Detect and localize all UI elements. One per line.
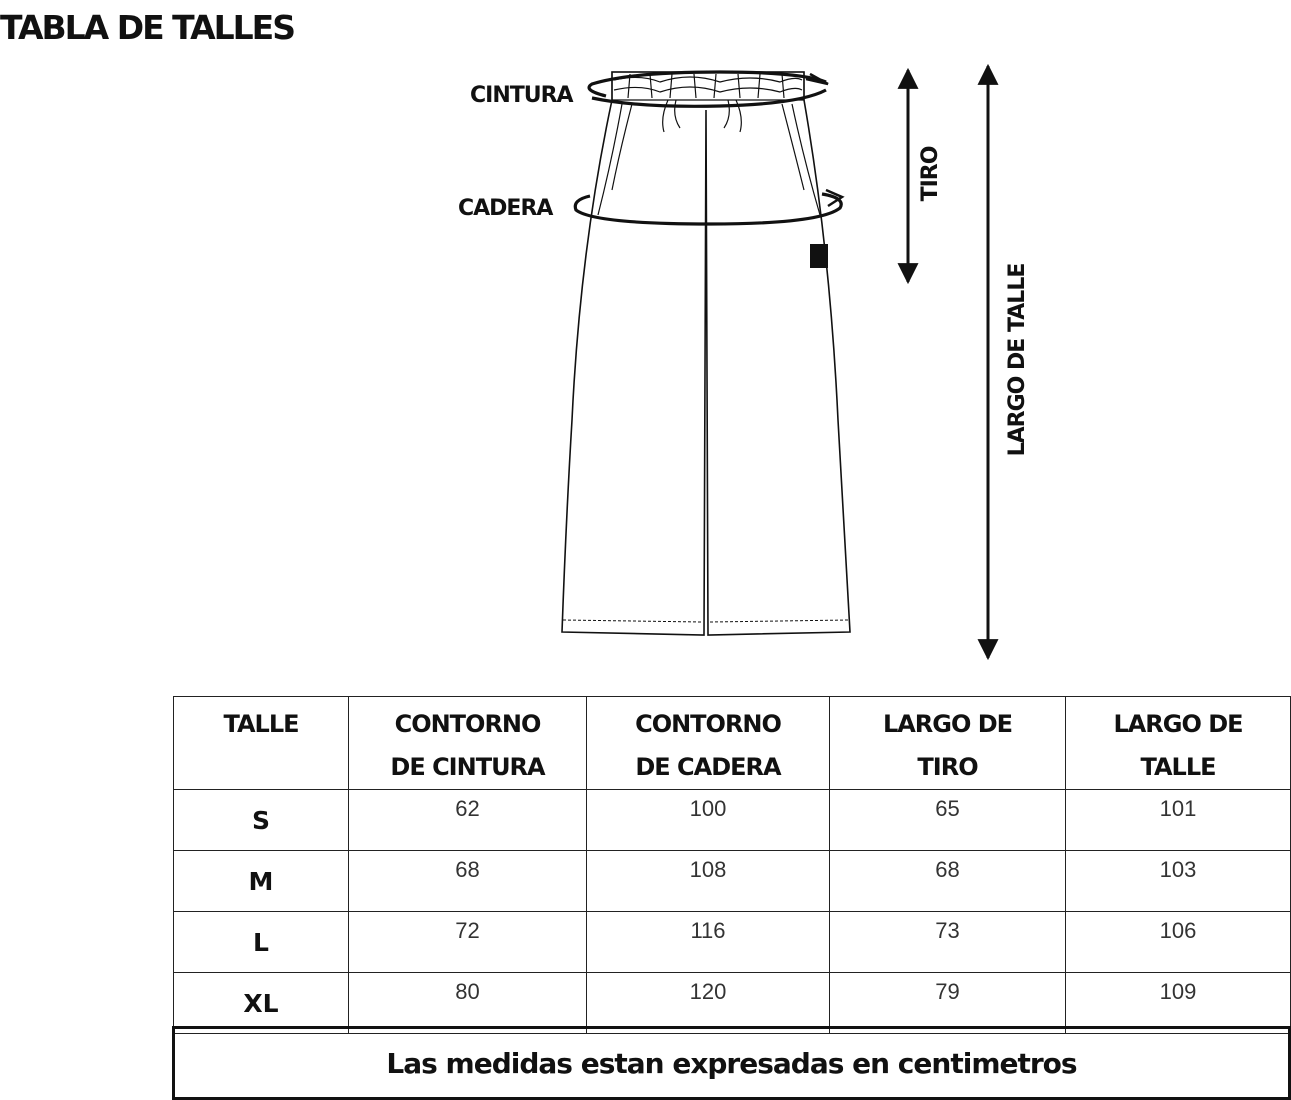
rise-label: TIRO — [918, 146, 943, 202]
size-cell: L — [174, 912, 349, 973]
table-row — [174, 912, 1291, 973]
length-cell: 109 — [1066, 973, 1291, 1034]
table-header-row — [174, 697, 1291, 790]
header-tiro: LARGO DE TIRO — [830, 697, 1066, 790]
size-table — [173, 696, 1291, 1034]
units-note: Las medidas estan expresadas en centimetros — [172, 1026, 1291, 1100]
pants-outline — [562, 72, 850, 635]
header-cintura: CONTORNO DE CINTURA — [349, 697, 587, 790]
rise-cell: 73 — [830, 912, 1066, 973]
hip-cell: 100 — [587, 790, 830, 851]
table-row — [174, 790, 1291, 851]
rise-cell: 65 — [830, 790, 1066, 851]
length-cell: 101 — [1066, 790, 1291, 851]
size-cell: XL — [174, 973, 349, 1034]
waist-cell: 72 — [349, 912, 587, 973]
hip-label: CADERA — [458, 196, 553, 221]
table-row — [174, 973, 1291, 1034]
waist-cell: 68 — [349, 851, 587, 912]
waist-cell: 62 — [349, 790, 587, 851]
waist-cell: 80 — [349, 973, 587, 1034]
header-talle: TALLE — [174, 697, 349, 790]
table-row — [174, 851, 1291, 912]
size-cell: S — [174, 790, 349, 851]
page-title: TABLA DE TALLES — [0, 8, 294, 47]
hip-cell: 120 — [587, 973, 830, 1034]
label-tag — [810, 244, 828, 268]
hip-cell: 116 — [587, 912, 830, 973]
rise-cell: 68 — [830, 851, 1066, 912]
hip-cell: 108 — [587, 851, 830, 912]
rise-cell: 79 — [830, 973, 1066, 1034]
header-largo: LARGO DE TALLE — [1066, 697, 1291, 790]
size-cell: M — [174, 851, 349, 912]
length-cell: 103 — [1066, 851, 1291, 912]
length-label: LARGO DE TALLE — [1005, 263, 1030, 457]
header-cadera: CONTORNO DE CADERA — [587, 697, 830, 790]
waist-label: CINTURA — [470, 83, 573, 108]
length-cell: 106 — [1066, 912, 1291, 973]
